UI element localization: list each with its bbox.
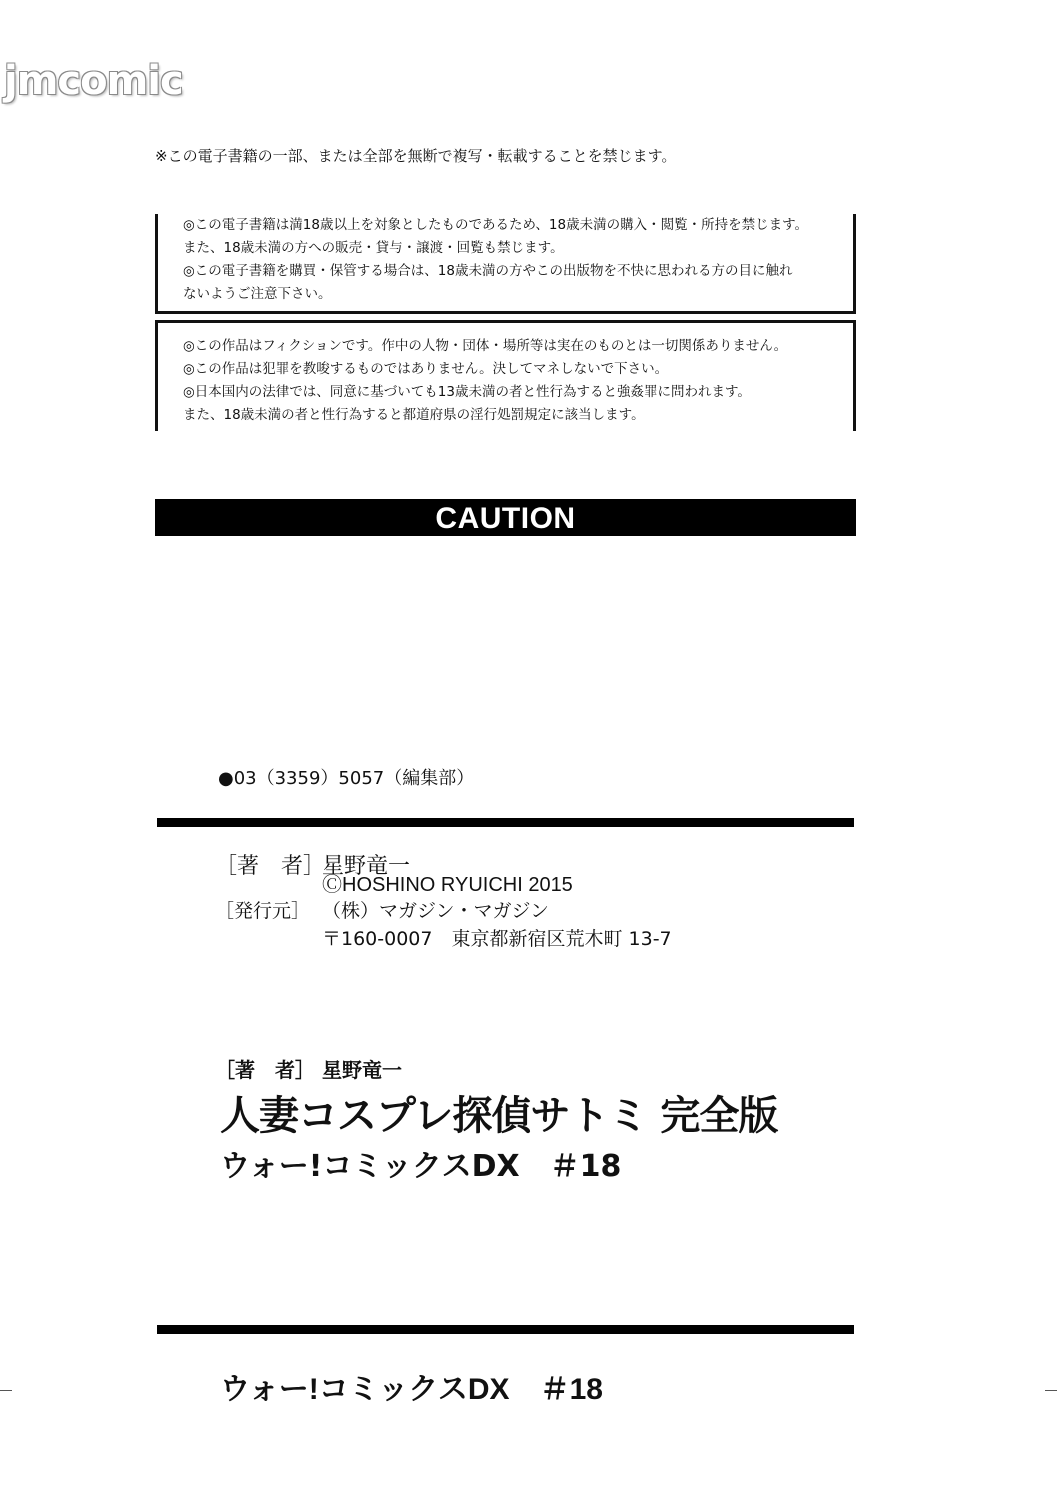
divider-rule-top bbox=[157, 818, 854, 827]
age-notice-line: ないようご注意下さい。 bbox=[183, 286, 332, 302]
divider-rule-bottom bbox=[157, 1325, 854, 1334]
author-label-cropped: ［著 者］ bbox=[215, 854, 326, 879]
age-notice-line: ◎この電子書籍は満18歳以上を対象としたものであるため、18歳未満の購入・閲覧・所持を禁じます。 bbox=[183, 217, 809, 233]
author-name: 星野竜一 bbox=[322, 1058, 402, 1082]
age-notice-line: また、18歳未満の方への販売・貸与・譲渡・回覧も禁じます。 bbox=[183, 240, 564, 256]
age-restriction-box bbox=[155, 214, 856, 314]
copyright-line: ⒸHOSHINO RYUICHI 2015 bbox=[322, 874, 573, 896]
age-notice-line: ◎この電子書籍を購買・保管する場合は、18歳未満の方やこの出版物を不快に思われる方の目に触れ bbox=[183, 263, 793, 279]
crop-mark-left bbox=[0, 1390, 12, 1391]
disclaimer-line: ◎日本国内の法律では、同意に基づいても13歳未満の者と性行為すると強姦罪に問われます。 bbox=[183, 384, 751, 400]
fiction-disclaimer-box bbox=[155, 320, 856, 431]
publisher-address: 〒160-0007 東京都新宿区荒木町 13-7 bbox=[322, 928, 672, 950]
author-label: ［著 者］ bbox=[215, 1058, 315, 1082]
author-line-cropped bbox=[215, 843, 518, 879]
crop-mark-right bbox=[1045, 1390, 1057, 1391]
editorial-phone: ●03（3359）5057（編集部） bbox=[218, 768, 475, 789]
copy-prohibition-notice: ※この電子書籍の一部、または全部を無断で複写・転載することを禁じます。 bbox=[155, 147, 677, 165]
book-title: 人妻コスプレ探偵サトミ 完全版 bbox=[220, 1093, 778, 1139]
author-line bbox=[215, 1052, 518, 1082]
series-name-cropped: ウォー!コミックスDX ＃18 bbox=[220, 1149, 622, 1184]
disclaimer-line: ◎この作品はフィクションです。作中の人物・団体・場所等は実在のものとは一切関係ありません。 bbox=[183, 338, 788, 354]
series-line-cropped bbox=[220, 1149, 622, 1184]
series-name: ウォー!コミックスDX ＃18 bbox=[220, 1373, 603, 1406]
watermark-logo: jmcomic bbox=[4, 58, 183, 104]
disclaimer-line: また、18歳未満の者と性行為すると都道府県の淫行処罰規定に該当します。 bbox=[183, 407, 645, 423]
publisher-name: （株）マガジン・マガジン bbox=[322, 900, 550, 922]
publisher-label: ［発行元］ bbox=[215, 900, 311, 922]
series-line bbox=[220, 1362, 603, 1406]
disclaimer-line: ◎この作品は犯罪を教唆するものではありません。決してマネしないで下さい。 bbox=[183, 361, 669, 377]
author-name-cropped: 星野竜一 bbox=[322, 854, 411, 879]
caution-banner: CAUTION bbox=[155, 499, 856, 536]
